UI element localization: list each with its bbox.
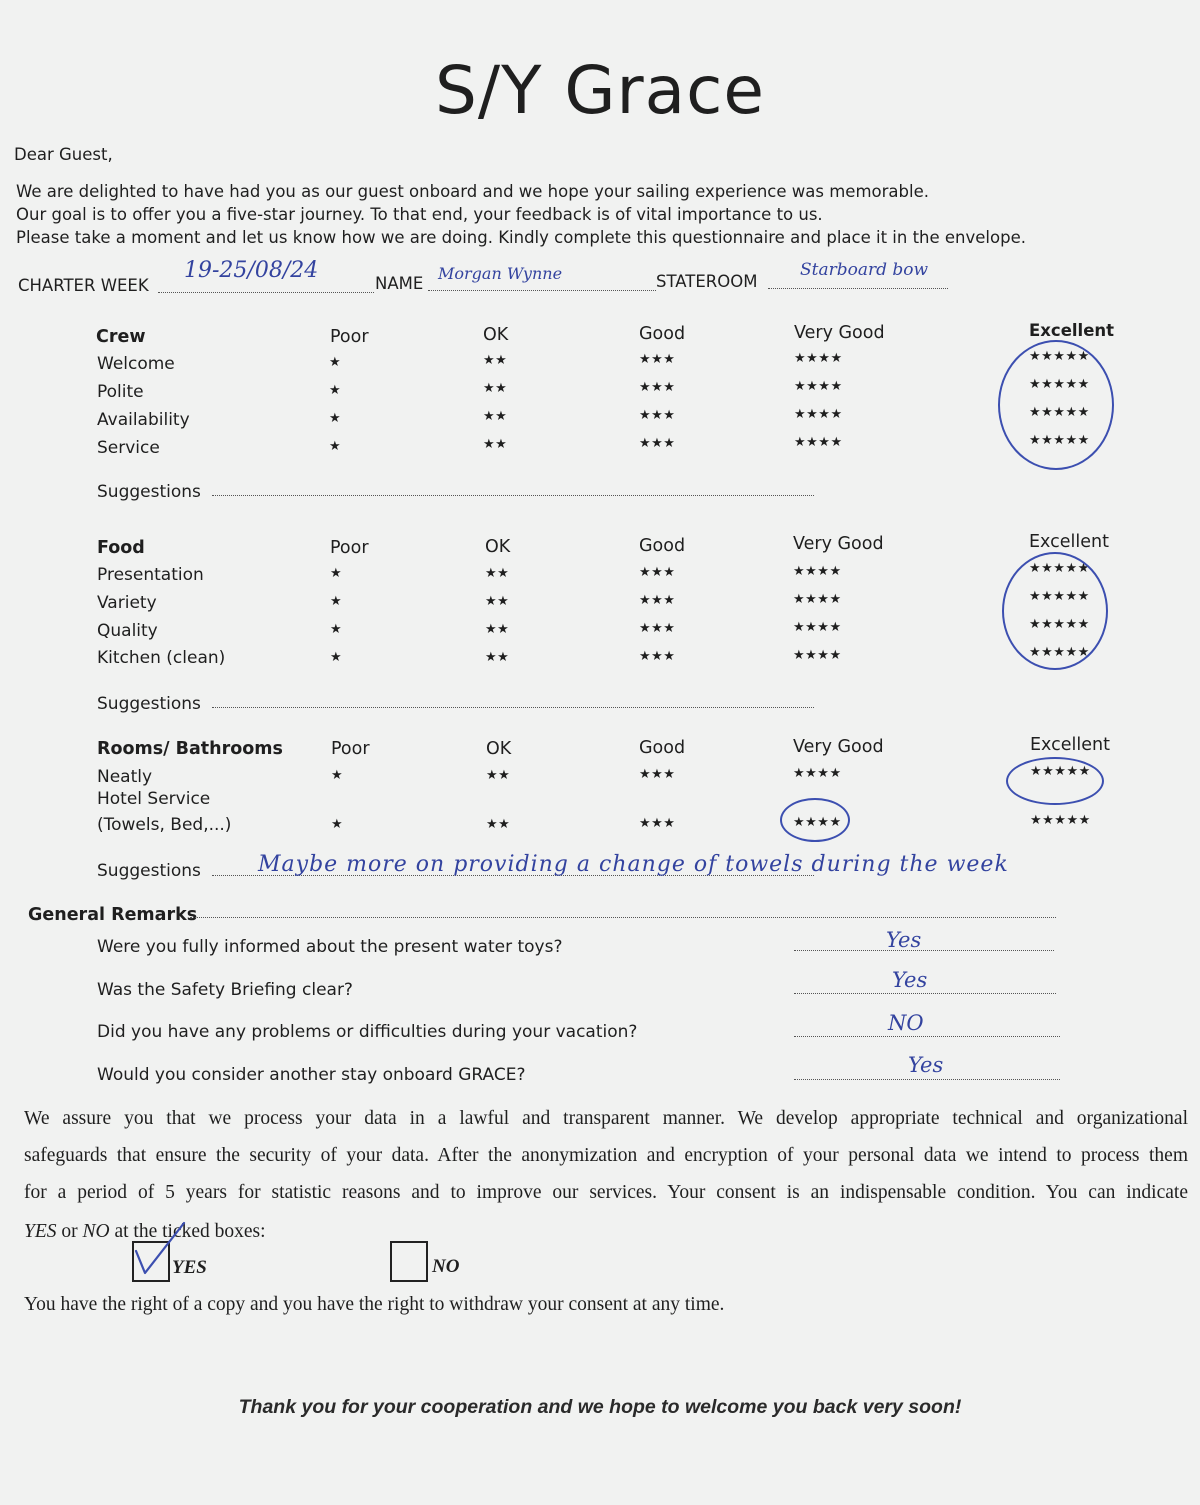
crew-welcome-good[interactable]: ★★★ (639, 352, 676, 367)
thank-you-message: Thank you for your cooperation and we hope to welcome you back very soon! (238, 1396, 962, 1418)
crew-col-ok: OK (483, 325, 509, 345)
answer-safety-briefing[interactable]: Yes (892, 968, 928, 992)
privacy-line-2: safeguards that ensure the security of your data. After the anonymization and encryption of your personal data we intend to process them (24, 1145, 1188, 1166)
crew-suggestions-line (212, 495, 814, 496)
answer-problems[interactable]: NO (888, 1011, 924, 1035)
crew-availability-poor[interactable]: ★ (329, 411, 342, 426)
general-remarks-heading: General Remarks (28, 905, 198, 925)
food-presentation-good[interactable]: ★★★ (639, 565, 676, 580)
crew-service-ok[interactable]: ★★ (483, 437, 508, 452)
food-kitchen-very-good[interactable]: ★★★★ (793, 648, 842, 663)
crew-availability-ok[interactable]: ★★ (483, 409, 508, 424)
crew-polite-good[interactable]: ★★★ (639, 380, 676, 395)
answer-another-stay[interactable]: Yes (908, 1053, 944, 1077)
answer-line-water-toys (794, 950, 1054, 951)
food-variety-poor[interactable]: ★ (330, 594, 343, 609)
food-row-variety: Variety (97, 593, 157, 613)
charter-week-line (158, 292, 374, 293)
rooms-hotel-service-excellent[interactable]: ★★★★★ (1030, 813, 1091, 828)
stateroom-label: STATEROOM (656, 272, 758, 291)
stateroom-line (768, 288, 948, 289)
privacy-no-word: NO (82, 1221, 110, 1242)
crew-polite-very-good[interactable]: ★★★★ (794, 379, 843, 394)
crew-welcome-excellent[interactable]: ★★★★★ (1029, 349, 1090, 364)
privacy-or-word: or (56, 1221, 83, 1242)
crew-availability-good[interactable]: ★★★ (639, 408, 676, 423)
privacy-line-4-rest: at the ticked boxes: (109, 1221, 266, 1242)
rooms-col-good: Good (639, 738, 686, 758)
crew-col-excellent: Excellent (1029, 321, 1115, 340)
crew-suggestions-label: Suggestions (97, 482, 201, 502)
food-row-quality: Quality (97, 621, 158, 641)
food-presentation-very-good[interactable]: ★★★★ (793, 564, 842, 579)
consent-yes-label: YES (172, 1257, 207, 1278)
food-quality-very-good[interactable]: ★★★★ (793, 620, 842, 635)
rooms-suggestions-field[interactable]: Maybe more on providing a change of towels during the week (258, 852, 1009, 877)
consent-yes-checkbox[interactable] (132, 1241, 170, 1282)
food-row-kitchen: Kitchen (clean) (97, 648, 226, 668)
answer-line-another-stay (794, 1079, 1060, 1080)
greeting: Dear Guest, (14, 145, 113, 164)
food-col-good: Good (639, 536, 686, 556)
crew-excellent-circle (998, 340, 1114, 470)
rooms-row-towels-bed: (Towels, Bed,...) (97, 815, 232, 835)
food-presentation-excellent[interactable]: ★★★★★ (1029, 561, 1090, 576)
food-quality-poor[interactable]: ★ (330, 622, 343, 637)
rooms-row-neatly: Neatly (97, 767, 153, 787)
question-another-stay: Would you consider another stay onboard GRACE? (97, 1065, 526, 1085)
rooms-neatly-poor[interactable]: ★ (331, 768, 344, 783)
rooms-hotel-service-good[interactable]: ★★★ (639, 816, 676, 831)
food-presentation-ok[interactable]: ★★ (485, 566, 510, 581)
general-remarks-line (190, 917, 1056, 918)
crew-row-availability: Availability (97, 410, 190, 430)
food-presentation-poor[interactable]: ★ (330, 566, 343, 581)
food-variety-good[interactable]: ★★★ (639, 593, 676, 608)
crew-service-excellent[interactable]: ★★★★★ (1029, 433, 1090, 448)
crew-polite-excellent[interactable]: ★★★★★ (1029, 377, 1090, 392)
food-suggestions-label: Suggestions (97, 694, 201, 714)
rooms-neatly-ok[interactable]: ★★ (486, 768, 511, 783)
stateroom-field[interactable]: Starboard bow (800, 260, 929, 280)
food-quality-ok[interactable]: ★★ (485, 622, 510, 637)
intro-line-2: Our goal is to offer you a five-star journey. To that end, your feedback is of vital importance to us. (16, 205, 823, 224)
privacy-line-1: We assure you that we process your data in a lawful and transparent manner. We develop appropriate technical and organizational (24, 1108, 1188, 1129)
name-field[interactable]: Morgan Wynne (438, 264, 563, 283)
food-quality-excellent[interactable]: ★★★★★ (1029, 617, 1090, 632)
rooms-neatly-excellent-circle (1006, 757, 1104, 805)
food-col-poor: Poor (330, 538, 369, 558)
food-variety-very-good[interactable]: ★★★★ (793, 592, 842, 607)
crew-welcome-very-good[interactable]: ★★★★ (794, 351, 843, 366)
crew-row-polite: Polite (97, 382, 144, 402)
rooms-neatly-very-good[interactable]: ★★★★ (793, 766, 842, 781)
answer-line-safety-briefing (794, 993, 1056, 994)
crew-col-poor: Poor (330, 327, 369, 347)
food-variety-ok[interactable]: ★★ (485, 594, 510, 609)
food-excellent-circle (1002, 552, 1108, 670)
form-title: S/Y Grace (434, 52, 766, 129)
food-variety-excellent[interactable]: ★★★★★ (1029, 589, 1090, 604)
crew-service-good[interactable]: ★★★ (639, 436, 676, 451)
crew-col-good: Good (639, 324, 686, 344)
privacy-line-3: for a period of 5 years for statistic reasons and to improve our services. Your consent is an indispensable condition. You can indicate (24, 1182, 1188, 1203)
food-quality-good[interactable]: ★★★ (639, 621, 676, 636)
privacy-rights: You have the right of a copy and you have the right to withdraw your consent at any time. (24, 1294, 725, 1315)
crew-service-poor[interactable]: ★ (329, 439, 342, 454)
charter-week-field[interactable]: 19-25/08/24 (184, 258, 319, 283)
crew-polite-ok[interactable]: ★★ (483, 381, 508, 396)
food-kitchen-excellent[interactable]: ★★★★★ (1029, 645, 1090, 660)
food-kitchen-ok[interactable]: ★★ (485, 650, 510, 665)
food-kitchen-good[interactable]: ★★★ (639, 649, 676, 664)
food-kitchen-poor[interactable]: ★ (330, 650, 343, 665)
consent-no-checkbox[interactable] (390, 1241, 428, 1282)
food-heading: Food (97, 538, 145, 558)
rooms-hotel-very-good-circle (780, 798, 850, 842)
crew-heading: Crew (96, 327, 146, 347)
food-suggestions-line (212, 707, 814, 708)
rooms-suggestions-label: Suggestions (97, 861, 201, 881)
crew-service-very-good[interactable]: ★★★★ (794, 435, 843, 450)
food-col-ok: OK (485, 537, 511, 557)
answer-line-problems (794, 1036, 1060, 1037)
crew-polite-poor[interactable]: ★ (329, 383, 342, 398)
intro-line-1: We are delighted to have had you as our guest onboard and we hope your sailing experience was memorable. (16, 182, 929, 201)
intro-line-3: Please take a moment and let us know how we are doing. Kindly complete this questionnaire and place it in the envelope. (16, 228, 1026, 247)
crew-availability-excellent[interactable]: ★★★★★ (1029, 405, 1090, 420)
rooms-neatly-good[interactable]: ★★★ (639, 767, 676, 782)
rooms-col-poor: Poor (331, 739, 370, 759)
rooms-hotel-service-poor[interactable]: ★ (331, 817, 344, 832)
crew-welcome-poor[interactable]: ★ (329, 355, 342, 370)
crew-row-welcome: Welcome (97, 354, 175, 374)
name-label: NAME (375, 274, 424, 293)
charter-week-label: CHARTER WEEK (18, 276, 149, 295)
rooms-neatly-excellent[interactable]: ★★★★★ (1030, 764, 1091, 779)
crew-row-service: Service (97, 438, 160, 458)
question-problems: Did you have any problems or difficulties during your vacation? (97, 1022, 638, 1042)
food-col-very-good: Very Good (793, 534, 884, 554)
rooms-col-excellent: Excellent (1030, 735, 1110, 755)
rooms-hotel-service-ok[interactable]: ★★ (486, 817, 511, 832)
question-safety-briefing: Was the Safety Briefing clear? (97, 980, 353, 1000)
crew-col-very-good: Very Good (794, 323, 885, 343)
privacy-yes-word: YES (24, 1221, 57, 1242)
name-line (428, 290, 656, 291)
rooms-col-very-good: Very Good (793, 737, 884, 757)
food-row-presentation: Presentation (97, 565, 204, 585)
question-water-toys: Were you fully informed about the present water toys? (97, 937, 563, 957)
crew-availability-very-good[interactable]: ★★★★ (794, 407, 843, 422)
consent-no-label: NO (432, 1256, 460, 1277)
food-col-excellent: Excellent (1029, 532, 1109, 552)
answer-water-toys[interactable]: Yes (886, 928, 922, 952)
rooms-heading: Rooms/ Bathrooms (97, 739, 283, 759)
crew-welcome-ok[interactable]: ★★ (483, 353, 508, 368)
rooms-col-ok: OK (486, 739, 512, 759)
rooms-hotel-service-very-good[interactable]: ★★★★ (793, 815, 842, 830)
rooms-row-hotel-service: Hotel Service (97, 789, 211, 809)
